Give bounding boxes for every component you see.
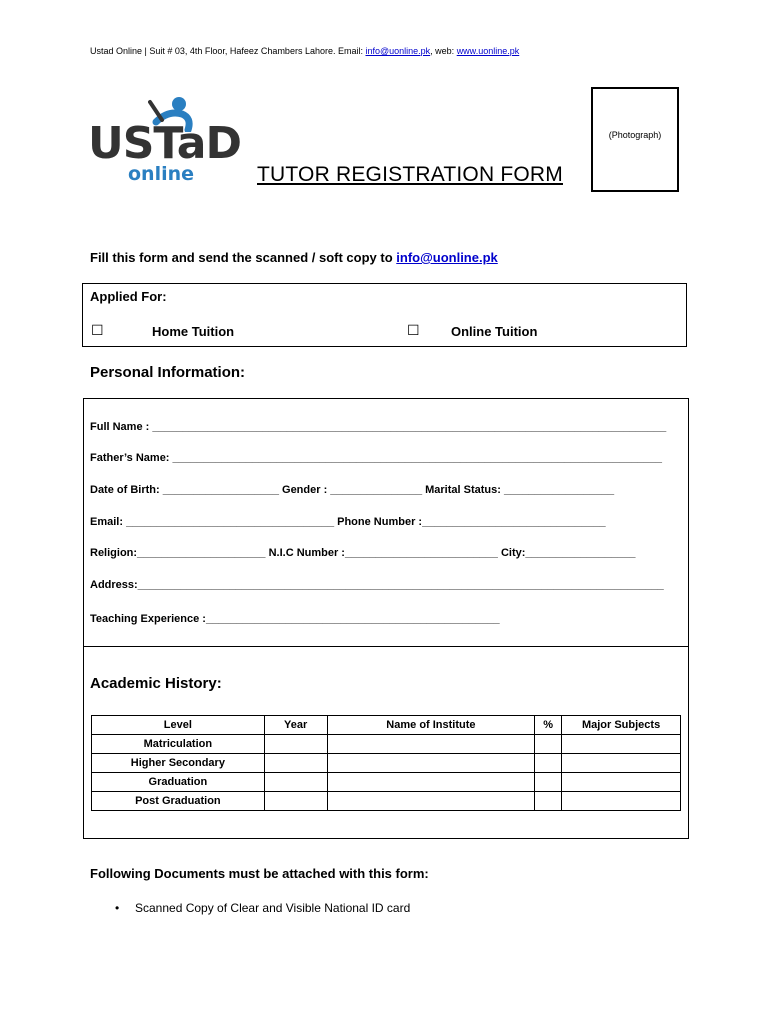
- percent-cell[interactable]: [535, 754, 562, 773]
- col-header-percent: %: [535, 716, 562, 735]
- bullet-icon: •: [115, 901, 120, 915]
- instruction-email-link[interactable]: info@uonline.pk: [396, 250, 498, 265]
- ustad-logo: [88, 92, 248, 187]
- logo-main-text: USTaD: [88, 118, 241, 169]
- field-teaching-experience[interactable]: Teaching Experience :________________________________________________: [90, 613, 500, 625]
- instruction-text: Fill this form and send the scanned / soft copy to: [90, 250, 397, 265]
- institute-cell[interactable]: [327, 735, 535, 754]
- header-web-label: , web:: [430, 46, 457, 56]
- applied-for-label: Applied For:: [90, 289, 167, 304]
- year-cell[interactable]: [264, 754, 327, 773]
- year-cell[interactable]: [264, 735, 327, 754]
- instruction-line: [90, 250, 498, 265]
- checkbox-home-tuition[interactable]: ☐: [91, 322, 104, 338]
- col-header-year: Year: [264, 716, 327, 735]
- subjects-cell[interactable]: [562, 773, 681, 792]
- header-email-link[interactable]: info@uonline.pk: [365, 46, 431, 56]
- percent-cell[interactable]: [535, 735, 562, 754]
- photograph-label: (Photograph): [608, 130, 662, 140]
- section-divider: [83, 646, 689, 647]
- level-cell: Matriculation: [92, 735, 265, 754]
- document-list-item: [115, 901, 410, 915]
- col-header-level: Level: [92, 716, 265, 735]
- level-cell: Graduation: [92, 773, 265, 792]
- table-row: [92, 735, 681, 754]
- field-father-name[interactable]: Father’s Name: ________________________________________________________________________________: [90, 452, 662, 464]
- level-cell: Post Graduation: [92, 792, 265, 811]
- header-address: Ustad Online | Suit # 03, 4th Floor, Hafeez Chambers Lahore. Email:: [90, 46, 366, 56]
- year-cell[interactable]: [264, 792, 327, 811]
- academic-history-table: [91, 715, 681, 811]
- field-dob-gender-marital[interactable]: Date of Birth: ___________________ Gender : _______________ Marital Status: __________________: [90, 484, 615, 496]
- academic-history-heading: Academic History:: [90, 675, 222, 692]
- documents-heading: Following Documents must be attached with this form:: [90, 866, 429, 881]
- institute-cell[interactable]: [327, 792, 535, 811]
- subjects-cell[interactable]: [562, 754, 681, 773]
- option-home-tuition: Home Tuition: [152, 324, 235, 339]
- institute-cell[interactable]: [327, 754, 535, 773]
- option-online-tuition: Online Tuition: [451, 324, 538, 339]
- logo-sub-text: online: [128, 163, 195, 185]
- document-item-text: Scanned Copy of Clear and Visible National ID card: [135, 901, 411, 915]
- table-row: [92, 773, 681, 792]
- subjects-cell[interactable]: [562, 792, 681, 811]
- field-address[interactable]: Address:______________________________________________________________________________________: [90, 579, 664, 591]
- table-row: [92, 754, 681, 773]
- percent-cell[interactable]: [535, 773, 562, 792]
- field-religion-nic-city[interactable]: Religion:_____________________ N.I.C Number :_________________________ City:__________________: [90, 547, 636, 559]
- col-header-major-subjects: Major Subjects: [562, 716, 681, 735]
- year-cell[interactable]: [264, 773, 327, 792]
- subjects-cell[interactable]: [562, 735, 681, 754]
- personal-info-heading: Personal Information:: [90, 364, 246, 381]
- photograph-box: [591, 87, 679, 192]
- header-web-link[interactable]: www.uonline.pk: [456, 46, 520, 56]
- form-title: TUTOR REGISTRATION FORM: [257, 163, 563, 186]
- level-cell: Higher Secondary: [92, 754, 265, 773]
- page-header: [90, 46, 519, 56]
- checkbox-online-tuition[interactable]: ☐: [407, 322, 420, 338]
- field-email-phone[interactable]: Email: __________________________________ Phone Number :______________________________: [90, 516, 606, 528]
- table-header-row: [92, 716, 681, 735]
- percent-cell[interactable]: [535, 792, 562, 811]
- field-full-name[interactable]: Full Name : ____________________________________________________________________________________: [90, 421, 667, 433]
- table-row: [92, 792, 681, 811]
- institute-cell[interactable]: [327, 773, 535, 792]
- col-header-institute: Name of Institute: [327, 716, 535, 735]
